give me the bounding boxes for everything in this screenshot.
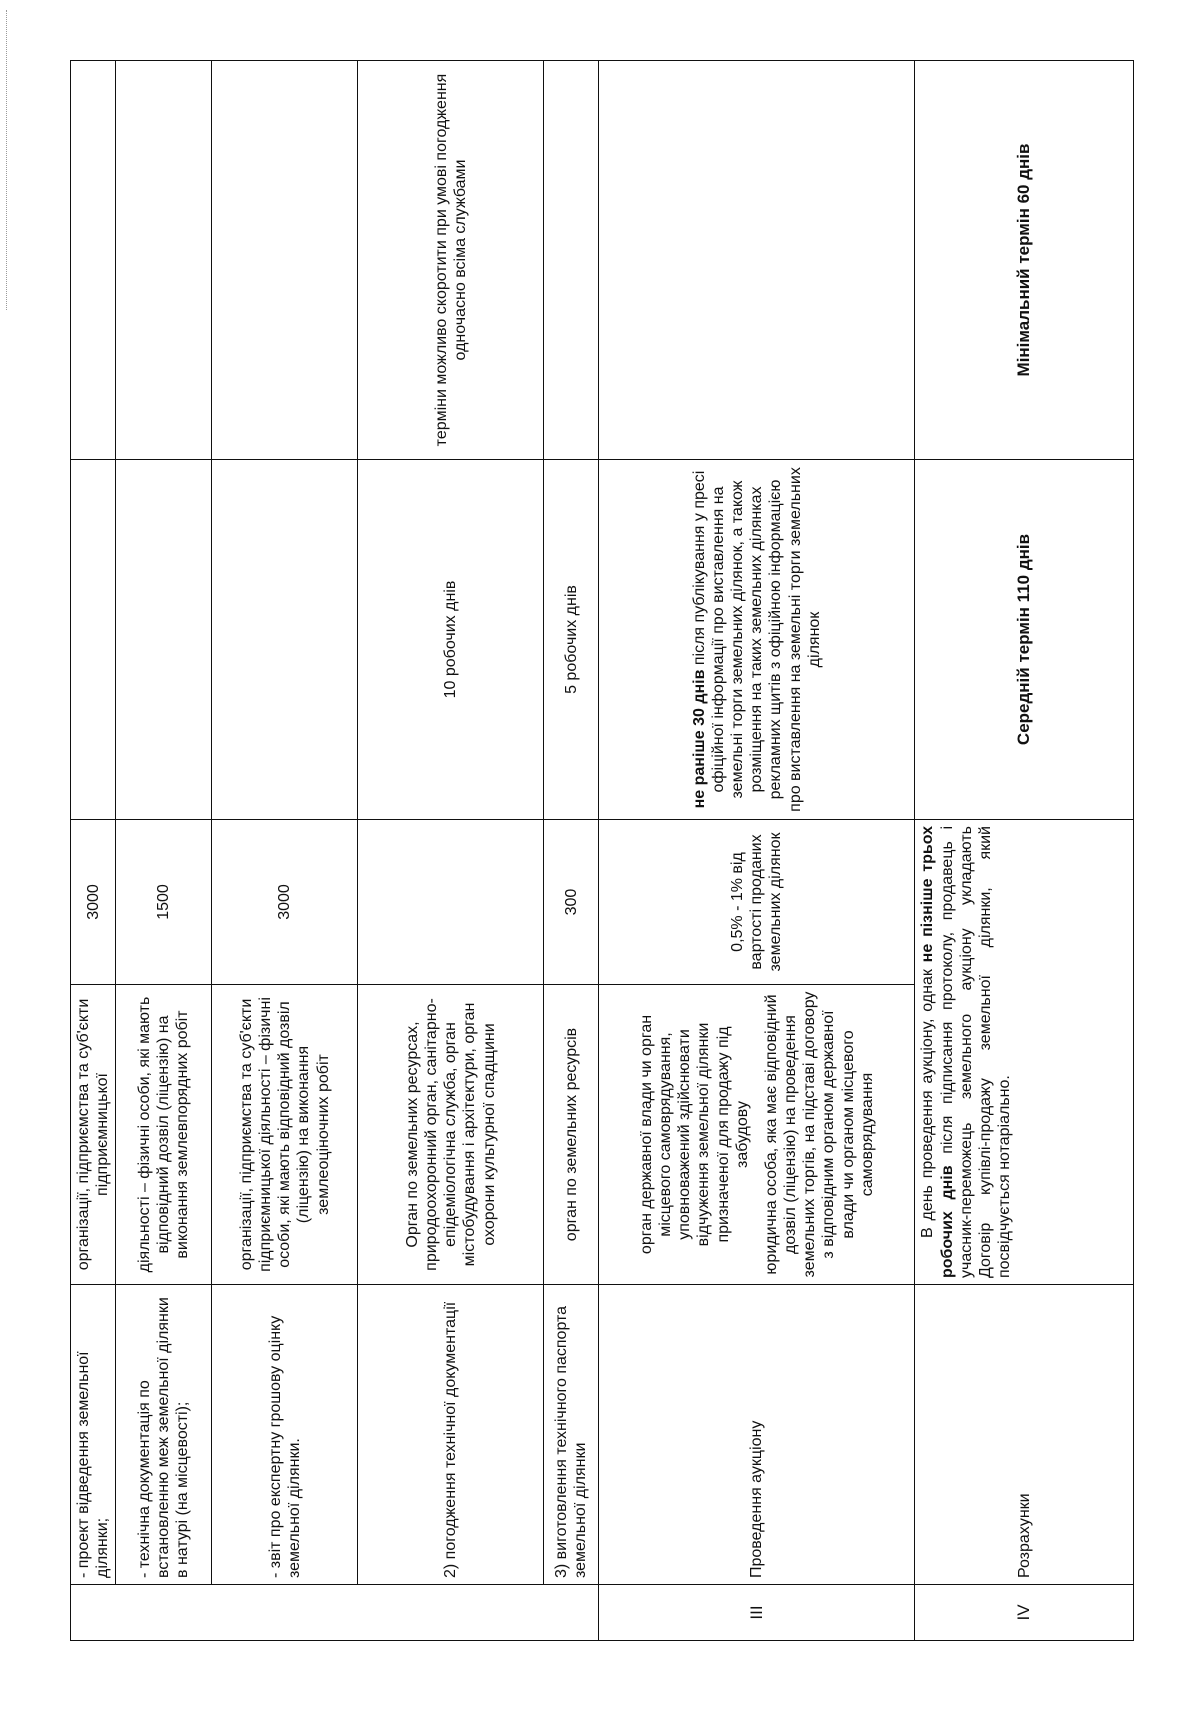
action-cell: - технічна документація по встановленню меж земельної ділянки в натурі (на місцевості); xyxy=(116,1285,212,1585)
average-term: Середній термін 110 днів xyxy=(915,460,1134,820)
term-bold-text: не раніше 30 днів xyxy=(690,669,708,809)
cost-cell xyxy=(358,820,544,985)
action-cell: - проект відведення земельної ділянки; xyxy=(71,1285,116,1585)
executor-cell: діяльності – фізичні особи, які мають відповідний дозвіл (ліцензію) на виконання землевпорядних робіт xyxy=(116,985,212,1285)
table-row xyxy=(71,61,116,1641)
cost-cell: 1500 xyxy=(116,820,212,985)
action-cell: - звіт про експертну грошову оцінку земельної ділянки. xyxy=(212,1285,358,1585)
action-cell: 2) погодження технічної документації xyxy=(358,1285,544,1585)
action-cell: Проведення аукціону xyxy=(599,1285,915,1585)
table-row xyxy=(116,61,212,1641)
note-cell xyxy=(599,61,915,460)
table-row xyxy=(599,61,915,1641)
settlement-bold-text: не пізніше трьох робочих днів xyxy=(919,825,956,1278)
term-cell xyxy=(71,460,116,820)
term-cell xyxy=(212,460,358,820)
note-cell xyxy=(544,61,599,460)
cost-cell: 3000 xyxy=(71,820,116,985)
stage-number: ІІІ xyxy=(599,1585,915,1641)
executor-cell xyxy=(599,985,915,1285)
action-cell: Розрахунки xyxy=(915,1285,1134,1585)
stage-cell-empty xyxy=(71,1585,599,1641)
executor-cell: організації, підприємства та суб'єкти підприємницької xyxy=(71,985,116,1285)
term-cell: 10 робочих днів xyxy=(358,460,544,820)
term-cell: 5 робочих днів xyxy=(544,460,599,820)
cost-cell: 300 xyxy=(544,820,599,985)
cost-cell: 3000 xyxy=(212,820,358,985)
executor-authority: орган державної влади чи орган місцевого самоврядування, уповноважений здійснювати відчуження земельної ділянки призначеної для продажу під забудову xyxy=(637,1014,751,1255)
note-cell xyxy=(71,61,116,460)
executor-licensee: юридична особа, яка має відповідний дозвіл (ліцензію) на проведення земельних торгів, на підставі договору з відповідним органом державної влади чи органом місцевого самоврядування xyxy=(762,991,876,1278)
term-cell xyxy=(116,460,212,820)
executor-cell: Орган по земельних ресурсах, природоохоронний орган, санітарно-епідеміологічна служба, орган містобудування і архітектури, орган охорони культурної спадщини xyxy=(358,985,544,1285)
scan-margin-mark xyxy=(6,10,9,310)
note-cell xyxy=(116,61,212,460)
land-procedure-table xyxy=(70,60,1134,1641)
stage-number: IV xyxy=(915,1585,1134,1641)
cost-cell: 0,5% - 1% від вартості проданих земельних ділянок xyxy=(599,820,915,985)
table-row xyxy=(358,61,544,1641)
table-row xyxy=(212,61,358,1641)
executor-cell: орган по земельних ресурсів xyxy=(544,985,599,1285)
minimum-term: Мінімальний термін 60 днів xyxy=(915,61,1134,460)
note-cell xyxy=(212,61,358,460)
executor-cell: організації, підприємства та суб'єкти підприємницької діяльності – фізичні особи, які мають відповідний дозвіл (ліцензію) на виконання землеоціночних робіт xyxy=(212,985,358,1285)
term-cell xyxy=(599,460,915,820)
term-text: після публікування у пресі офіційної інформації про виставлення на земельні торги земельних ділянок, а також розміщення на таких земельних ділянках рекламних щитів з офіційною інформацією про виставлення на земельні торги земельних ділянок xyxy=(690,467,823,812)
table-row xyxy=(544,61,599,1641)
table-row xyxy=(915,61,1134,1641)
settlement-text: В день проведення аукціону, однак не пізніше трьох робочих днів після підписання протоколу, продавець і учасник-переможець земельного аукціону укладають Договір купівлі-продажу земельної ділянки, який посвідчується нотаріально. xyxy=(915,820,1134,1285)
note-cell: терміни можливо скоротити при умові погодження одночасно всіма службами xyxy=(358,61,544,460)
rotated-page xyxy=(70,61,1120,1641)
action-cell: 3) виготовлення технічного паспорта земельної ділянки xyxy=(544,1285,599,1585)
